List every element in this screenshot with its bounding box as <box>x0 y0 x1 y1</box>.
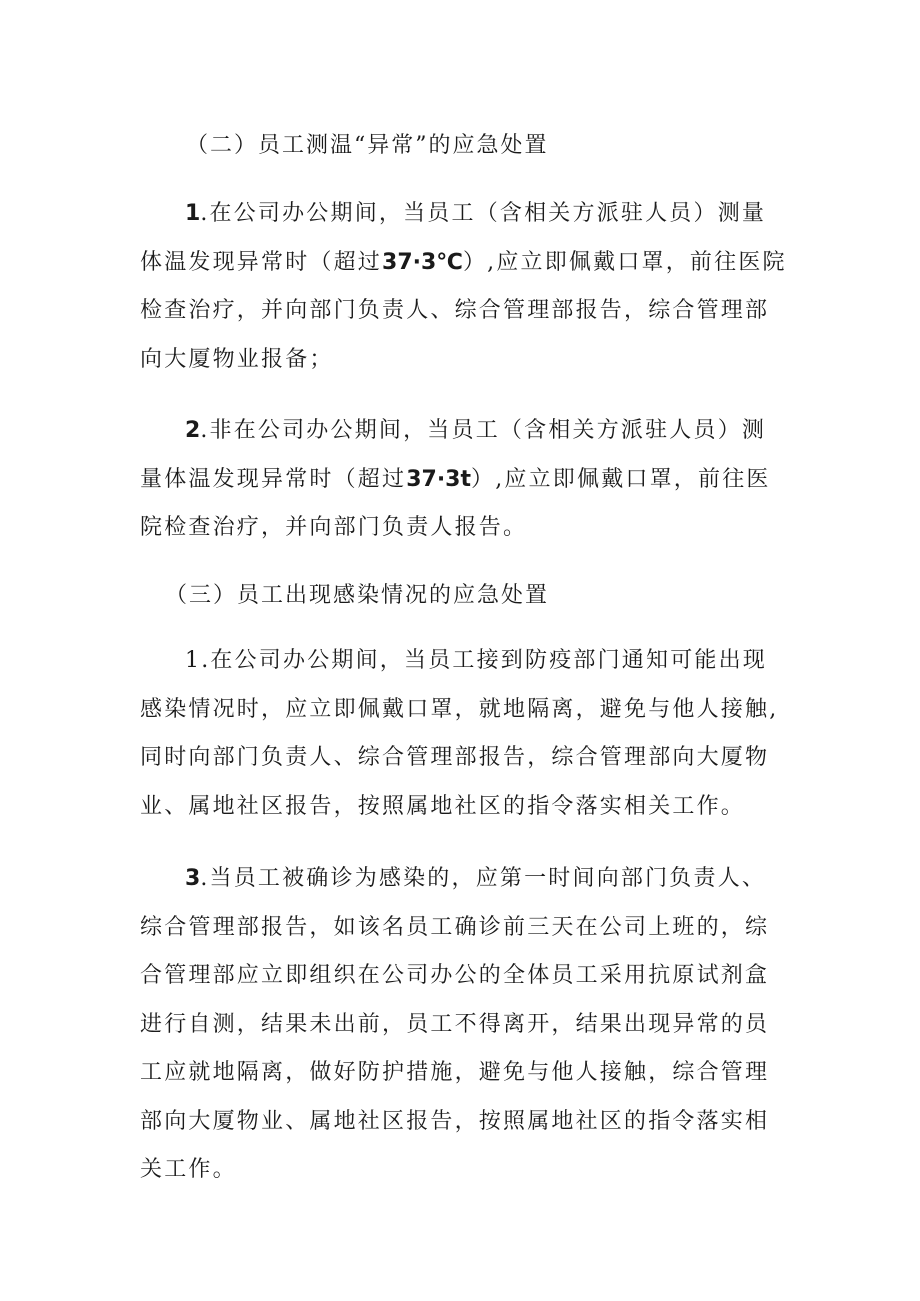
section-3-heading: （三）员工出现感染情况的应急处置 <box>165 583 550 608</box>
paragraph-text: ）,应立即佩戴口罩，前往医院检查治疗，并向部门负责人报告。 <box>140 466 771 540</box>
section-2-heading: （二）员工测温“异常”的应急处置 <box>186 133 549 158</box>
paragraph-number: 1 <box>185 201 201 226</box>
section-2-paragraph-2 <box>140 407 788 553</box>
section-2-paragraph-1 <box>140 190 788 384</box>
paragraph-text: .在公司办公期间，当员工（含相关方派驻人员）测量体温发现异常时（超过 <box>140 201 767 275</box>
paragraph-text: .非在公司办公期间，当员工（含相关方派驻人员）测量体温发现异常时（超过 <box>140 418 767 492</box>
paragraph-text: 1.在公司办公期间，当员工接到防疫部门通知可能出现感染情况时，应立即佩戴口罩，就地隔离，避免与他人接触,同时向部门负责人、综合管理部报告，综合管理部向大厦物业、属地社区报告，按照属地社区的指令落实相关工作。 <box>140 648 779 819</box>
paragraph-number: 2 <box>185 418 201 443</box>
temperature-value: 37·3t <box>406 466 471 492</box>
temperature-value: 37·3℃ <box>382 249 463 275</box>
paragraph-number: 3 <box>185 866 201 891</box>
section-3-paragraph-3 <box>140 855 788 1195</box>
paragraph-text: ）,应立即佩戴口罩，前往医院检查治疗，并向部门负责人、综合管理部报告，综合管理部向大厦物业报备； <box>140 249 787 372</box>
section-3-paragraph-1 <box>140 637 788 831</box>
paragraph-text: .当员工被确诊为感染的，应第一时间向部门负责人、综合管理部报告，如该名员工确诊前三天在公司上班的，综合管理部应立即组织在公司办公的全体员工采用抗原试剂盒进行自测，结果未出前，员工不得离开，结果出现异常的员工应就地隔离，做好防护措施，避免与他人接触，综合管理部向大厦物业、属地社区报告，按照属地社区的指令落实相关工作。 <box>140 866 770 1182</box>
